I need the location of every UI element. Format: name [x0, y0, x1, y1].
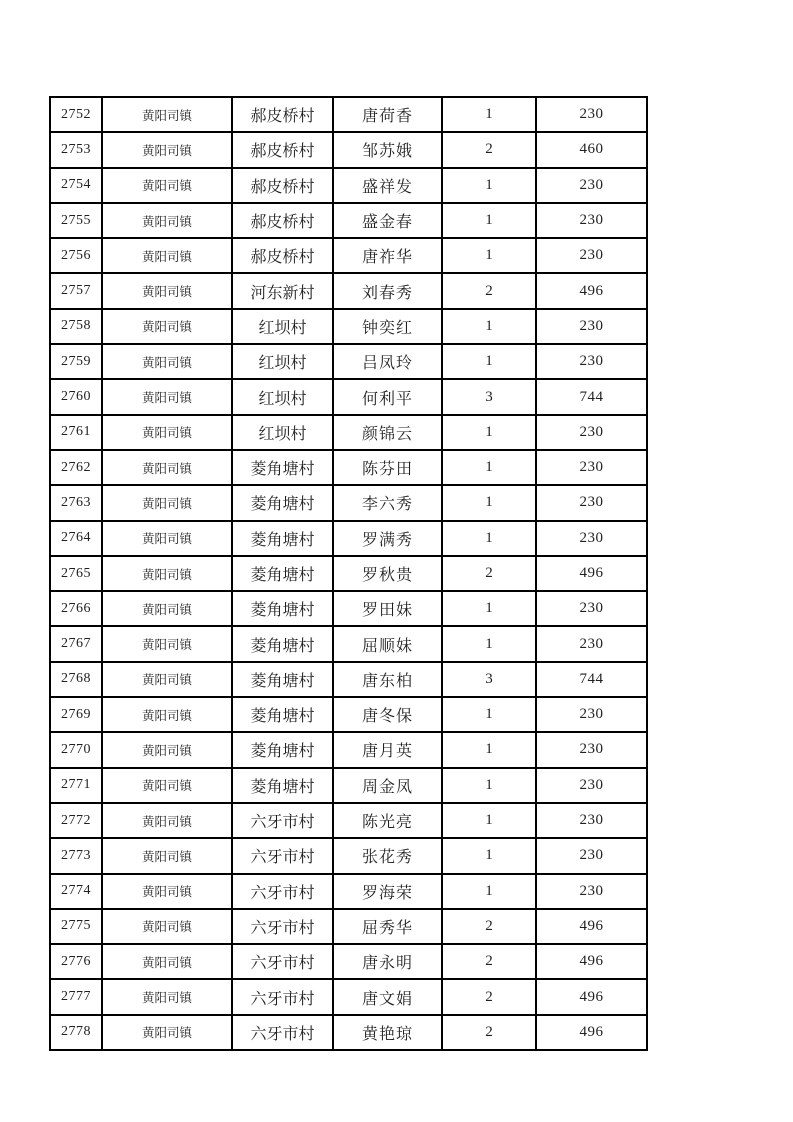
table-row — [50, 521, 647, 556]
cell-serial: 2752 — [50, 97, 102, 132]
cell-name: 颜锦云 — [333, 415, 442, 450]
cell-name: 盛祥发 — [333, 168, 442, 203]
cell-serial: 2773 — [50, 838, 102, 873]
cell-persons: 1 — [442, 450, 536, 485]
cell-name: 陈光亮 — [333, 803, 442, 838]
cell-serial: 2762 — [50, 450, 102, 485]
table-row — [50, 803, 647, 838]
table-row — [50, 415, 647, 450]
cell-village: 菱角塘村 — [232, 662, 333, 697]
cell-serial: 2761 — [50, 415, 102, 450]
cell-serial: 2757 — [50, 273, 102, 308]
cell-town: 黄阳司镇 — [102, 768, 232, 803]
cell-persons: 1 — [442, 521, 536, 556]
cell-serial: 2770 — [50, 732, 102, 767]
cell-name: 唐永明 — [333, 944, 442, 979]
cell-village: 六牙市村 — [232, 1015, 333, 1050]
cell-persons: 3 — [442, 662, 536, 697]
cell-town: 黄阳司镇 — [102, 944, 232, 979]
cell-town: 黄阳司镇 — [102, 273, 232, 308]
cell-amount: 230 — [536, 626, 647, 661]
cell-persons: 2 — [442, 979, 536, 1014]
cell-amount: 230 — [536, 803, 647, 838]
cell-name: 黄艳琼 — [333, 1015, 442, 1050]
cell-amount: 496 — [536, 556, 647, 591]
cell-village: 红坝村 — [232, 309, 333, 344]
cell-serial: 2765 — [50, 556, 102, 591]
cell-name: 罗海荣 — [333, 874, 442, 909]
table-row — [50, 697, 647, 732]
cell-persons: 1 — [442, 485, 536, 520]
cell-name: 罗田妹 — [333, 591, 442, 626]
cell-persons: 2 — [442, 944, 536, 979]
cell-serial: 2758 — [50, 309, 102, 344]
table-row — [50, 556, 647, 591]
cell-serial: 2763 — [50, 485, 102, 520]
cell-persons: 1 — [442, 415, 536, 450]
cell-serial: 2776 — [50, 944, 102, 979]
table-row — [50, 874, 647, 909]
cell-persons: 1 — [442, 732, 536, 767]
table-row — [50, 238, 647, 273]
cell-amount: 230 — [536, 697, 647, 732]
cell-persons: 1 — [442, 309, 536, 344]
cell-town: 黄阳司镇 — [102, 379, 232, 414]
cell-name: 罗秋贵 — [333, 556, 442, 591]
cell-name: 张花秀 — [333, 838, 442, 873]
cell-village: 郝皮桥村 — [232, 203, 333, 238]
cell-persons: 1 — [442, 626, 536, 661]
cell-amount: 744 — [536, 379, 647, 414]
cell-town: 黄阳司镇 — [102, 556, 232, 591]
cell-amount: 230 — [536, 309, 647, 344]
cell-serial: 2764 — [50, 521, 102, 556]
table-row — [50, 626, 647, 661]
cell-town: 黄阳司镇 — [102, 344, 232, 379]
cell-town: 黄阳司镇 — [102, 97, 232, 132]
cell-village: 菱角塘村 — [232, 732, 333, 767]
table-row — [50, 909, 647, 944]
table-row — [50, 485, 647, 520]
cell-village: 菱角塘村 — [232, 521, 333, 556]
cell-persons: 2 — [442, 556, 536, 591]
cell-village: 菱角塘村 — [232, 485, 333, 520]
table-row — [50, 591, 647, 626]
cell-village: 六牙市村 — [232, 838, 333, 873]
cell-serial: 2777 — [50, 979, 102, 1014]
table-row — [50, 662, 647, 697]
cell-persons: 2 — [442, 273, 536, 308]
cell-amount: 230 — [536, 344, 647, 379]
cell-amount: 230 — [536, 732, 647, 767]
cell-town: 黄阳司镇 — [102, 168, 232, 203]
cell-name: 陈芬田 — [333, 450, 442, 485]
cell-persons: 3 — [442, 379, 536, 414]
cell-amount: 230 — [536, 168, 647, 203]
cell-serial: 2766 — [50, 591, 102, 626]
cell-town: 黄阳司镇 — [102, 838, 232, 873]
cell-town: 黄阳司镇 — [102, 909, 232, 944]
cell-village: 河东新村 — [232, 273, 333, 308]
cell-town: 黄阳司镇 — [102, 874, 232, 909]
cell-town: 黄阳司镇 — [102, 485, 232, 520]
table-row — [50, 97, 647, 132]
cell-village: 菱角塘村 — [232, 697, 333, 732]
cell-village: 郝皮桥村 — [232, 97, 333, 132]
cell-name: 盛金春 — [333, 203, 442, 238]
cell-persons: 2 — [442, 1015, 536, 1050]
cell-town: 黄阳司镇 — [102, 132, 232, 167]
cell-persons: 2 — [442, 909, 536, 944]
cell-serial: 2771 — [50, 768, 102, 803]
cell-village: 菱角塘村 — [232, 626, 333, 661]
cell-name: 邹苏娥 — [333, 132, 442, 167]
cell-serial: 2756 — [50, 238, 102, 273]
cell-persons: 1 — [442, 838, 536, 873]
subsidy-table — [49, 96, 648, 1051]
table-row — [50, 168, 647, 203]
cell-name: 唐荷香 — [333, 97, 442, 132]
cell-village: 郝皮桥村 — [232, 132, 333, 167]
cell-name: 刘春秀 — [333, 273, 442, 308]
cell-serial: 2772 — [50, 803, 102, 838]
table-row — [50, 450, 647, 485]
cell-town: 黄阳司镇 — [102, 415, 232, 450]
table-row — [50, 379, 647, 414]
table-row — [50, 344, 647, 379]
cell-name: 何利平 — [333, 379, 442, 414]
cell-name: 屈顺妹 — [333, 626, 442, 661]
cell-name: 唐冬保 — [333, 697, 442, 732]
cell-amount: 230 — [536, 450, 647, 485]
cell-amount: 230 — [536, 838, 647, 873]
table-row — [50, 768, 647, 803]
cell-amount: 230 — [536, 97, 647, 132]
cell-amount: 230 — [536, 521, 647, 556]
cell-amount: 230 — [536, 415, 647, 450]
cell-amount: 744 — [536, 662, 647, 697]
cell-name: 李六秀 — [333, 485, 442, 520]
cell-serial: 2759 — [50, 344, 102, 379]
cell-amount: 496 — [536, 1015, 647, 1050]
cell-persons: 1 — [442, 803, 536, 838]
cell-village: 菱角塘村 — [232, 591, 333, 626]
cell-village: 六牙市村 — [232, 909, 333, 944]
cell-name: 周金凤 — [333, 768, 442, 803]
cell-town: 黄阳司镇 — [102, 1015, 232, 1050]
table-row — [50, 732, 647, 767]
cell-town: 黄阳司镇 — [102, 803, 232, 838]
cell-village: 郝皮桥村 — [232, 238, 333, 273]
cell-persons: 1 — [442, 238, 536, 273]
cell-amount: 230 — [536, 238, 647, 273]
cell-village: 菱角塘村 — [232, 556, 333, 591]
cell-amount: 496 — [536, 944, 647, 979]
cell-amount: 496 — [536, 909, 647, 944]
cell-name: 钟奕红 — [333, 309, 442, 344]
cell-village: 六牙市村 — [232, 979, 333, 1014]
cell-persons: 1 — [442, 97, 536, 132]
cell-serial: 2767 — [50, 626, 102, 661]
cell-persons: 2 — [442, 132, 536, 167]
cell-amount: 496 — [536, 979, 647, 1014]
table-row — [50, 132, 647, 167]
cell-name: 唐月英 — [333, 732, 442, 767]
table-row — [50, 979, 647, 1014]
table-row — [50, 203, 647, 238]
cell-village: 六牙市村 — [232, 874, 333, 909]
table-row — [50, 944, 647, 979]
cell-amount: 230 — [536, 768, 647, 803]
cell-village: 红坝村 — [232, 379, 333, 414]
cell-name: 唐东柏 — [333, 662, 442, 697]
cell-amount: 230 — [536, 591, 647, 626]
cell-name: 唐文娟 — [333, 979, 442, 1014]
cell-serial: 2753 — [50, 132, 102, 167]
cell-name: 屈秀华 — [333, 909, 442, 944]
cell-persons: 1 — [442, 591, 536, 626]
cell-village: 红坝村 — [232, 344, 333, 379]
cell-amount: 496 — [536, 273, 647, 308]
cell-name: 罗满秀 — [333, 521, 442, 556]
table-row — [50, 1015, 647, 1050]
cell-name: 吕凤玲 — [333, 344, 442, 379]
cell-persons: 1 — [442, 768, 536, 803]
cell-town: 黄阳司镇 — [102, 591, 232, 626]
cell-town: 黄阳司镇 — [102, 626, 232, 661]
cell-town: 黄阳司镇 — [102, 203, 232, 238]
cell-town: 黄阳司镇 — [102, 238, 232, 273]
cell-town: 黄阳司镇 — [102, 309, 232, 344]
cell-serial: 2760 — [50, 379, 102, 414]
cell-serial: 2775 — [50, 909, 102, 944]
cell-town: 黄阳司镇 — [102, 979, 232, 1014]
cell-serial: 2774 — [50, 874, 102, 909]
cell-village: 红坝村 — [232, 415, 333, 450]
cell-village: 菱角塘村 — [232, 450, 333, 485]
cell-persons: 1 — [442, 697, 536, 732]
cell-town: 黄阳司镇 — [102, 662, 232, 697]
cell-village: 六牙市村 — [232, 803, 333, 838]
cell-amount: 460 — [536, 132, 647, 167]
cell-amount: 230 — [536, 874, 647, 909]
cell-town: 黄阳司镇 — [102, 697, 232, 732]
table-row — [50, 838, 647, 873]
cell-town: 黄阳司镇 — [102, 521, 232, 556]
cell-persons: 1 — [442, 203, 536, 238]
cell-serial: 2768 — [50, 662, 102, 697]
cell-village: 六牙市村 — [232, 944, 333, 979]
cell-amount: 230 — [536, 485, 647, 520]
cell-persons: 1 — [442, 874, 536, 909]
cell-name: 唐祚华 — [333, 238, 442, 273]
cell-village: 菱角塘村 — [232, 768, 333, 803]
cell-serial: 2778 — [50, 1015, 102, 1050]
cell-persons: 1 — [442, 168, 536, 203]
cell-village: 郝皮桥村 — [232, 168, 333, 203]
table-row — [50, 309, 647, 344]
cell-serial: 2755 — [50, 203, 102, 238]
table-body — [50, 97, 647, 1050]
cell-serial: 2769 — [50, 697, 102, 732]
cell-serial: 2754 — [50, 168, 102, 203]
cell-amount: 230 — [536, 203, 647, 238]
table-row — [50, 273, 647, 308]
cell-town: 黄阳司镇 — [102, 732, 232, 767]
cell-town: 黄阳司镇 — [102, 450, 232, 485]
cell-persons: 1 — [442, 344, 536, 379]
